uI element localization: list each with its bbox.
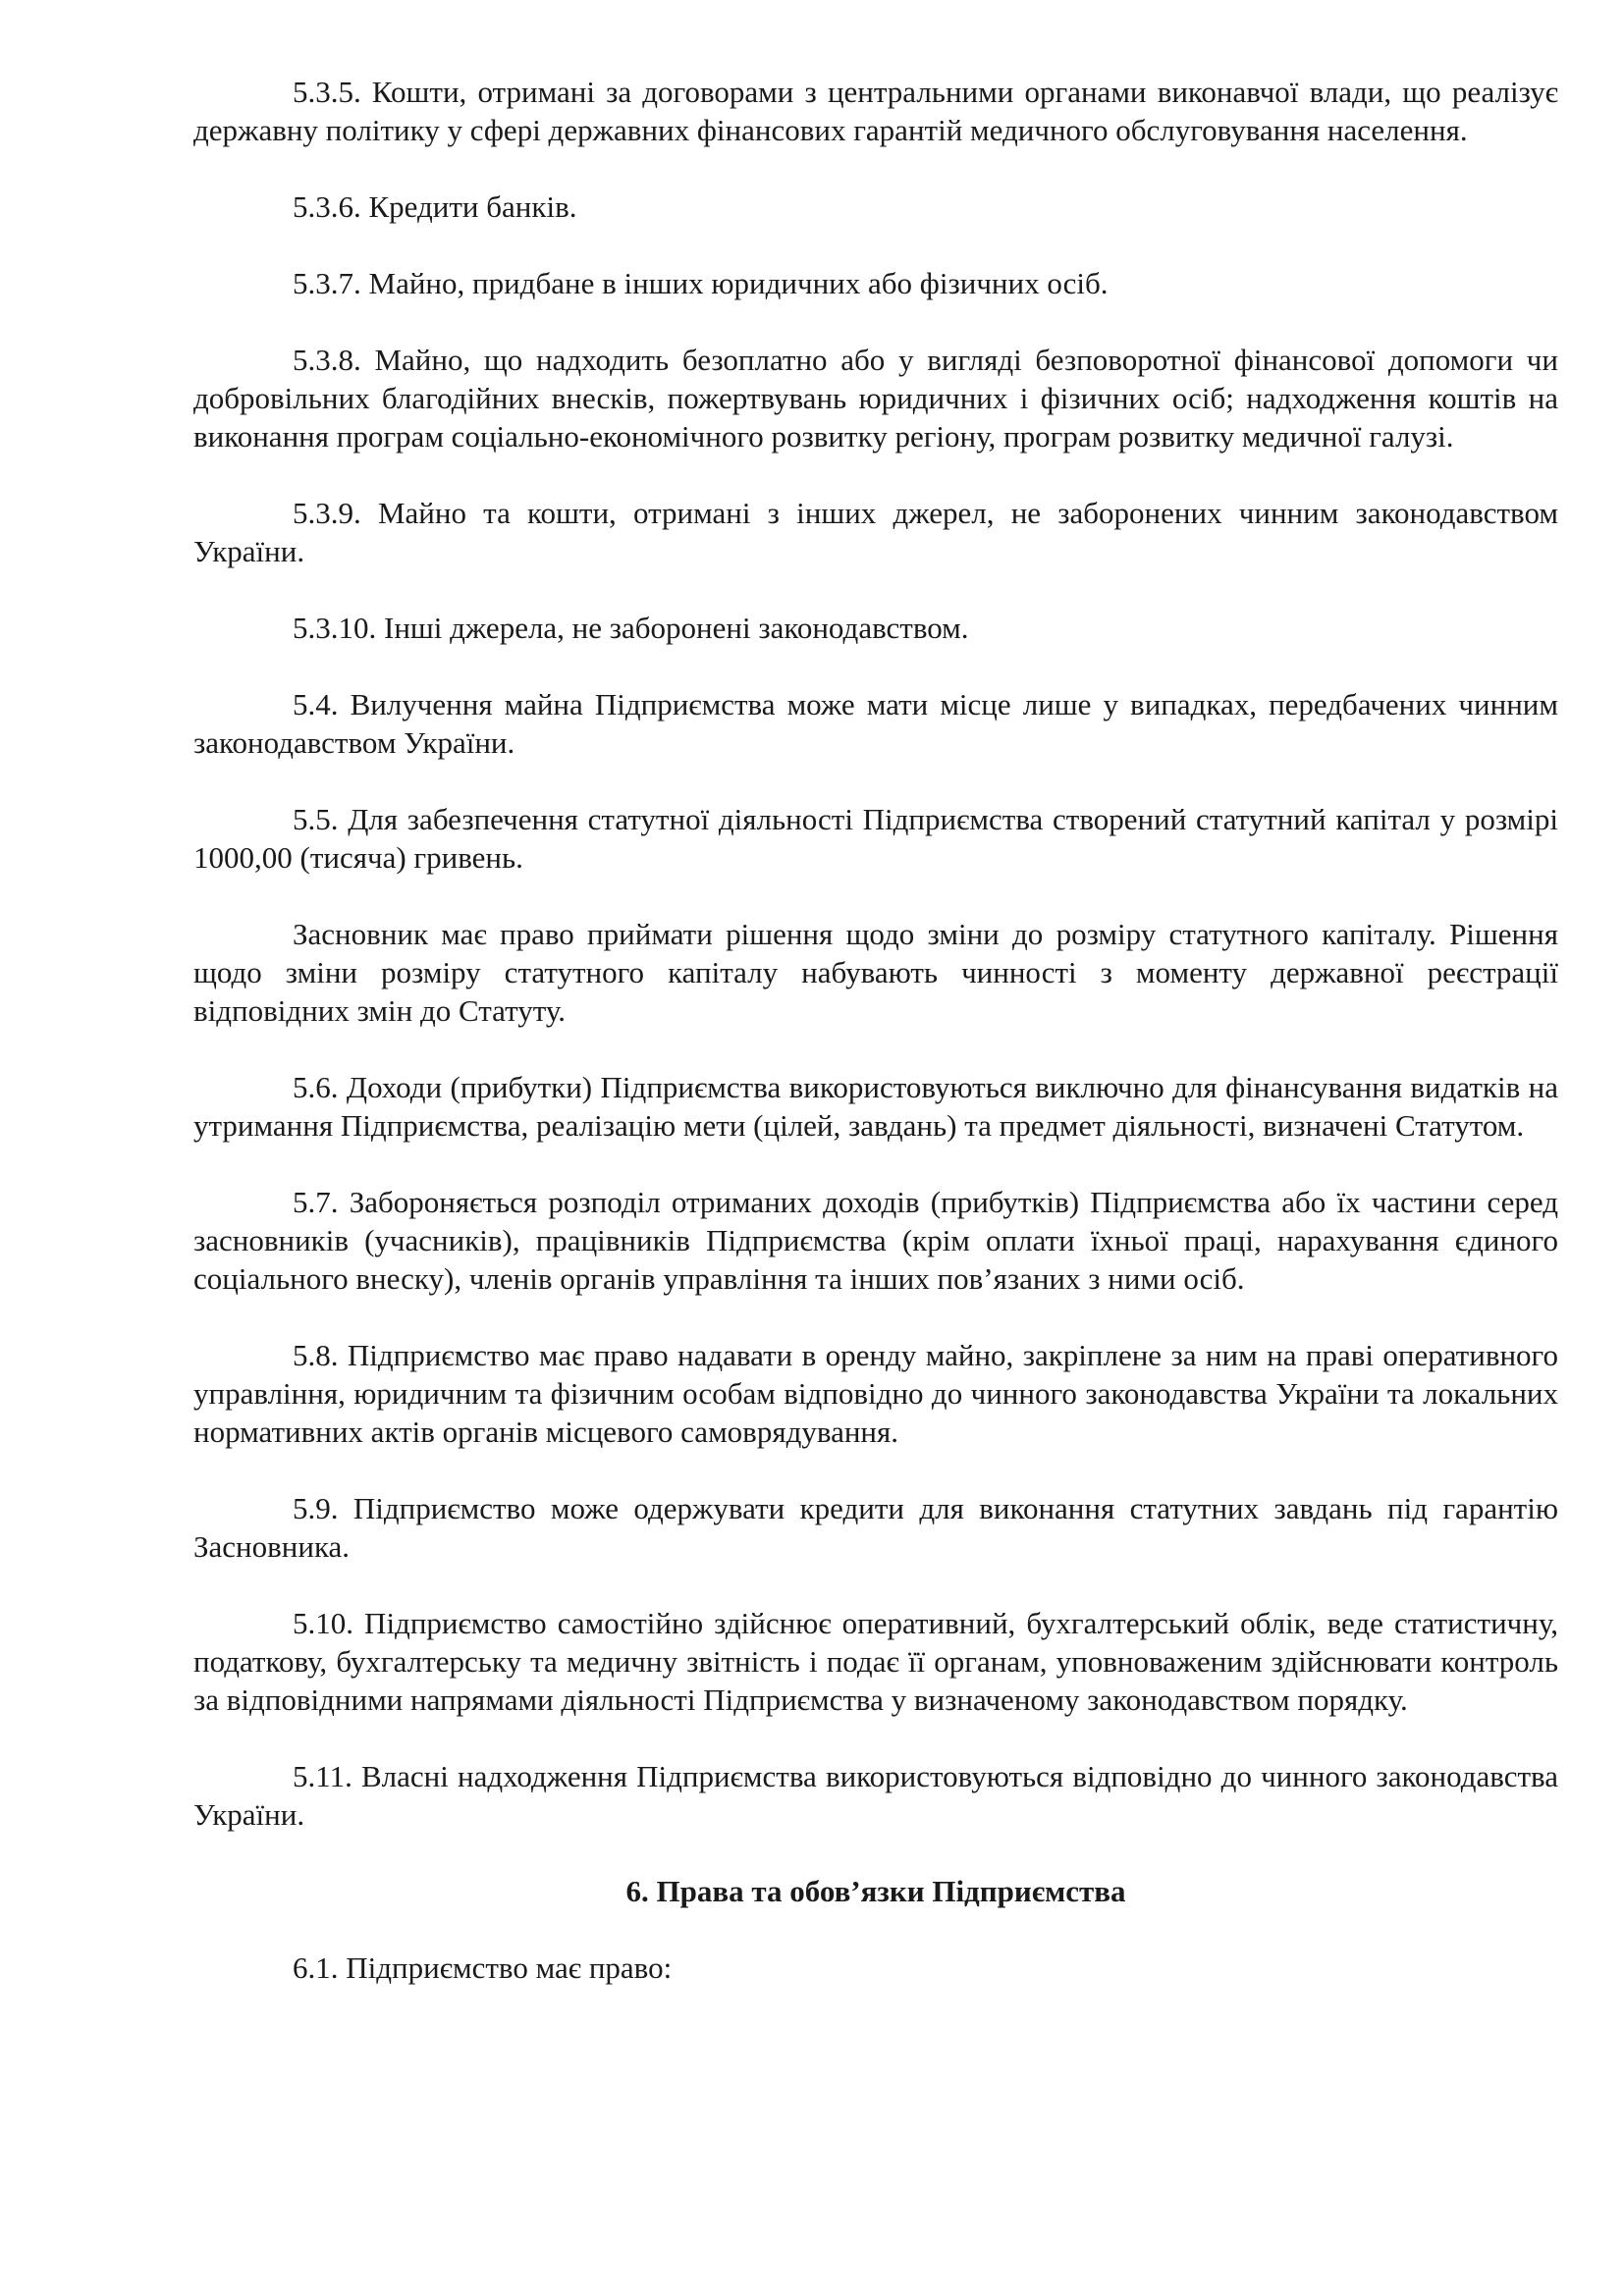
paragraph-5-9: 5.9. Підприємство може одержувати кредити для виконання статутних завдань під гарантію Засновника.: [193, 1491, 1558, 1564]
paragraph-5-6: 5.6. Доходи (прибутки) Підприємства використовуються виключно для фінансування видатків на утримання Підприємства, реалізацію мети (цілей, завдань) та предмет діяльності, визначені Статутом.: [193, 1070, 1558, 1143]
paragraph-5-3-8: 5.3.8. Майно, що надходить безоплатно або у вигляді безповоротної фінансової допомоги чи добровільних благодійних внесків, пожертвувань юридичних і фізичних осіб; надходження коштів на виконання програм соціально-економічного розвитку регіону, програм розвитку медичної галузі.: [193, 343, 1558, 454]
paragraph-5-3-9: 5.3.9. Майно та кошти, отримані з інших джерел, не заборонених чинним законодавством України.: [193, 496, 1558, 568]
section-heading-6: 6. Права та обов’язки Підприємства: [625, 1874, 1126, 1908]
paragraph-5-3-6: 5.3.6. Кредити банків.: [293, 189, 577, 224]
paragraph-5-7: 5.7. Забороняється розподіл отриманих доходів (прибутків) Підприємства або їх частини серед засновників (учасників), працівників Підприємства (крім оплати їхньої праці, нарахування єдиного соціального внеску), членів органів управління та інших пов’язаних з ними осіб.: [193, 1185, 1558, 1296]
paragraph-5-8: 5.8. Підприємство має право надавати в оренду майно, закріплене за ним на праві оперативного управління, юридичним та фізичним особам відповідно до чинного законодавства України та локальних нормативних актів органів місцевого самоврядування.: [193, 1338, 1558, 1449]
paragraph-5-10: 5.10. Підприємство самостійно здійснює оперативний, бухгалтерський облік, веде статистичну, податкову, бухгалтерську та медичну звітність і подає її органам, уповноваженим здійснювати контроль за відповідними напрямами діяльності Підприємства у визначеному законодавством порядку.: [193, 1606, 1558, 1717]
paragraph-5-3-10: 5.3.10. Інші джерела, не заборонені законодавством.: [293, 611, 969, 645]
paragraph-5-11: 5.11. Власні надходження Підприємства використовуються відповідно до чинного законодавства України.: [193, 1759, 1558, 1832]
paragraph-6-1: 6.1. Підприємство має право:: [293, 1950, 673, 1985]
paragraph-5-5-founder: Засновник має право приймати рішення щодо зміни до розміру статутного капіталу. Рішення щодо зміни розміру статутного капіталу набувають чинності з моменту державної реєстрації відповідних змін до Статуту.: [193, 917, 1558, 1028]
paragraph-5-5: 5.5. Для забезпечення статутної діяльності Підприємства створений статутний капітал у розмірі 1000,00 (тисяча) гривень.: [193, 802, 1558, 875]
paragraph-5-3-7: 5.3.7. Майно, придбане в інших юридичних або фізичних осіб.: [293, 266, 1109, 300]
paragraph-5-3-5: 5.3.5. Кошти, отримані за договорами з центральними органами виконавчої влади, що реалізує державну політику у сфері державних фінансових гарантій медичного обслуговування населення.: [193, 75, 1558, 147]
document-body: [193, 73, 1558, 2025]
paragraph-5-4: 5.4. Вилучення майна Підприємства може мати місце лише у випадках, передбачених чинним законодавством України.: [193, 687, 1558, 760]
